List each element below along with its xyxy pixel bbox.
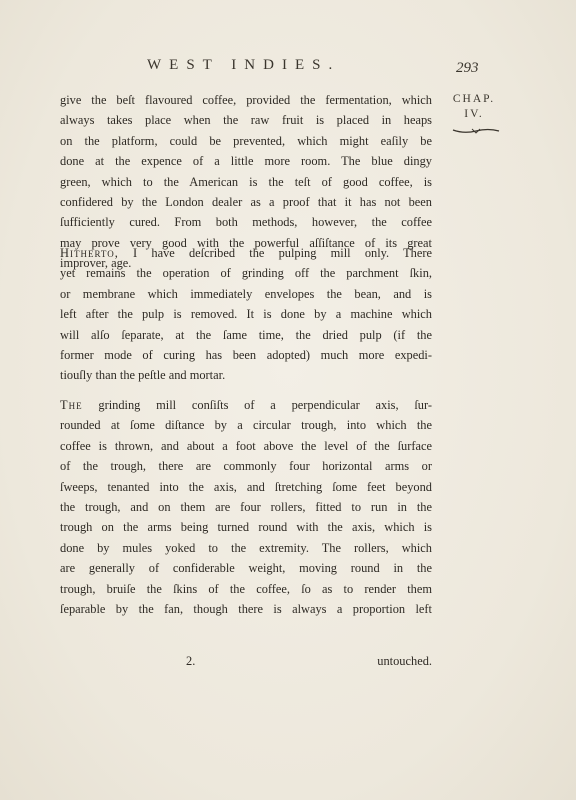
- text-line: tiouſly than the peſtle and mortar.: [60, 368, 226, 383]
- text-line: green, which to the American is the teſt of good coffee, is: [60, 174, 432, 189]
- text-line: trough, bruiſe the ſkins of the coffee, ſo as to render them: [60, 581, 432, 596]
- text-line: give the beſt flavoured coffee, provided the fermentation, which: [60, 93, 432, 107]
- text-line: or membrane which immediately envelopes the bean, and is: [60, 286, 432, 301]
- text-line: improver, age.: [60, 256, 132, 271]
- ornamental-rule: [452, 127, 500, 135]
- paragraph-lead-word: The: [60, 398, 83, 412]
- paragraph-lead-word: Hitherto,: [60, 246, 119, 260]
- text-line: are generally of confiderable weight, moving round in the: [60, 561, 432, 576]
- text-line: yet remains the operation of grinding off the parchment ſkin,: [60, 266, 432, 281]
- text-line: [60, 243, 432, 263]
- paragraph-grinding-mill: [60, 395, 432, 619]
- text-line: [60, 395, 432, 415]
- text-line-rest: grinding mill conſiſts of a perpendicular axis, ſur-: [82, 398, 432, 412]
- running-title: WEST INDIES.: [147, 57, 341, 73]
- text-line: done at the expence of a little more room. The blue dingy: [60, 154, 432, 169]
- text-line: left after the pulp is removed. It is done by a machine which: [60, 307, 432, 322]
- text-line: ſufficiently cured. From both methods, however, the coffee: [60, 215, 432, 230]
- text-line: done by mules yoked to the extremity. The rollers, which: [60, 540, 432, 555]
- text-line: on the platform, could be prevented, which might eaſily be: [60, 133, 432, 148]
- text-line: ſweeps, tenanted into the axis, and ſtretching ſome feet beyond: [60, 479, 432, 494]
- paragraph-pulping-mill: [60, 243, 432, 386]
- chapter-label: CHAP.: [452, 93, 496, 105]
- page-number: 293: [456, 60, 479, 76]
- text-line: trough on the arms being turned round with the axis, which is: [60, 520, 432, 535]
- text-line: will alſo ſeparate, at the ſame time, the dried pulp (if the: [60, 327, 432, 342]
- text-line: coffee is thrown, and about a foot above the level of the ſurface: [60, 438, 432, 453]
- text-line: may prove very good with the powerful aſſiſtance of its great: [60, 235, 432, 250]
- catchword: untouched.: [377, 654, 432, 668]
- chapter-number: IV.: [464, 108, 484, 120]
- text-line: ſeparable by the fan, though there is always a proportion left: [60, 601, 432, 616]
- text-line-rest: I have deſcribed the pulping mill only. There: [118, 246, 432, 260]
- text-line: of the trough, there are commonly four horizontal arms or: [60, 459, 432, 474]
- signature-mark: 2.: [186, 654, 196, 668]
- text-line: the trough, and on them are four rollers, fitted to run in the: [60, 499, 432, 514]
- text-line: confidered by the London dealer as a proof that it has not been: [60, 194, 432, 209]
- text-line: former mode of curing has been adopted) much more expedi-: [60, 347, 432, 362]
- text-line: rounded at ſome diſtance by a circular trough, into which the: [60, 418, 432, 433]
- page-footer: [60, 651, 432, 671]
- margin-chapter-note: [440, 92, 508, 122]
- text-line: always takes place when the raw fruit is placed in heaps: [60, 113, 432, 128]
